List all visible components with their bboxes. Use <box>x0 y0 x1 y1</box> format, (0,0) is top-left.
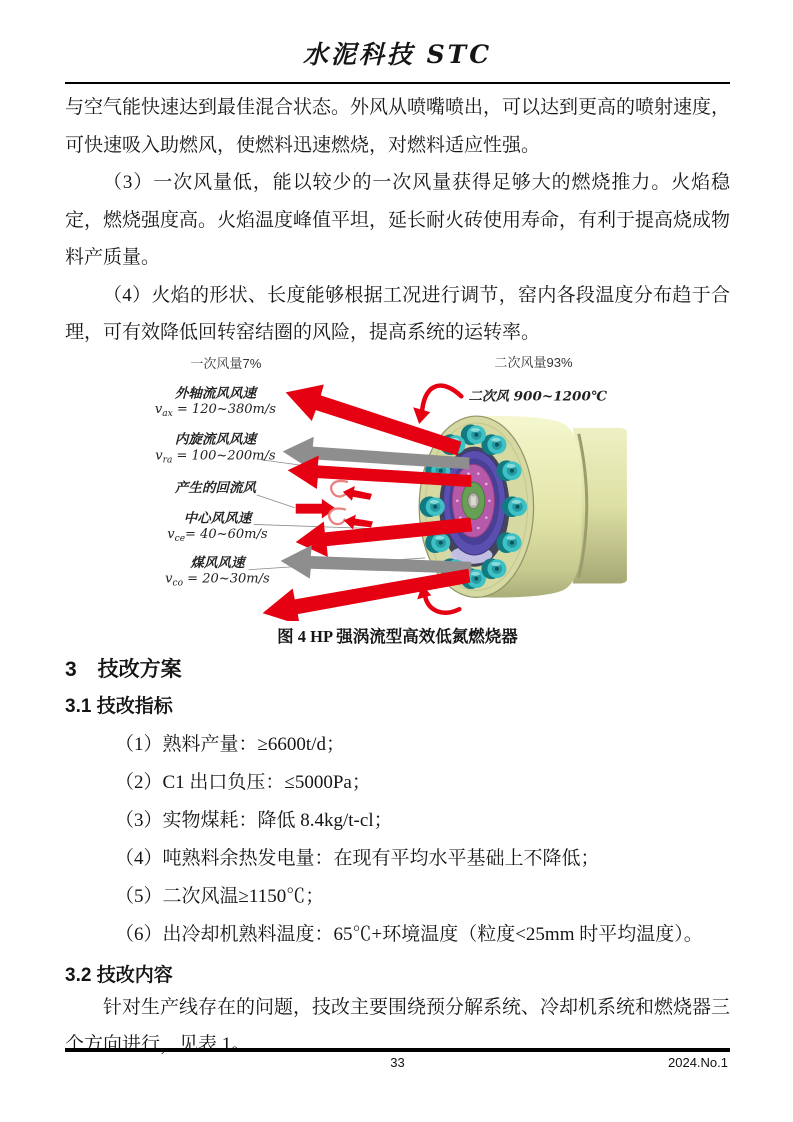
center-hub-key <box>471 496 476 505</box>
issue-label: 2024.No.1 <box>668 1055 728 1070</box>
target-item-1: （1）熟料产量：≥6600t/d； <box>115 733 345 755</box>
secondary-air-share-label: 二次风量93% <box>494 354 573 370</box>
target-list <box>65 726 730 954</box>
secondary-air-curve-top <box>422 385 461 410</box>
center-wind-label: 中心风风速 <box>183 510 252 526</box>
outer-axial-label: 外轴流风风速 <box>174 384 257 401</box>
inner-swirl-label: 内旋流风风速 <box>174 431 257 448</box>
target-item-2: （2）C1 出口负压：≤5000Pa； <box>115 771 371 793</box>
target-item-5: （5）二次风温≥1150℃； <box>115 885 325 907</box>
paragraph-3: （3）一次风量低，能以较少的一次风量获得足够大的燃烧推力。火焰稳定，燃烧强度高。火焰温度峰值平坦，延长耐火砖使用寿命，有利于提高烧成物料产质量。 <box>65 172 731 268</box>
leader-recirculation <box>257 494 295 507</box>
paragraph-4: （4）火焰的形状、长度能够根据工况进行调节，窑内各段温度分布趋于合理，可有效降低回转窑结圈的风险，提高系统的运转率。 <box>65 284 730 343</box>
header-rule <box>65 82 730 84</box>
inner-swirl-value: $v_{ra}$ = 100~200m/s <box>155 448 276 465</box>
subsection-heading-targets: 3.1 技改指标 <box>65 695 173 717</box>
coal-wind-value: $v_{co}$ = 20~30m/s <box>165 571 270 589</box>
page-footer <box>65 1048 730 1070</box>
secondary-air-temp-label: 二次风 900~1200℃ <box>468 387 608 404</box>
primary-air-share-label: 一次风量7% <box>190 355 262 371</box>
journal-title: 水泥科技 STC <box>302 40 493 69</box>
recirculation-left-arrow-bottom <box>344 514 373 529</box>
center-wind-value: $v_{ce}=$ 40~60m/s <box>167 526 268 544</box>
secondary-air-curve-bottom <box>425 596 459 612</box>
coal-wind-label: 煤风风速 <box>190 554 245 571</box>
figure-burner <box>90 353 652 626</box>
subsection-heading-content: 3.2 技改内容 <box>65 964 173 986</box>
target-item-3: （3）实物煤耗：降低 8.4kg/t-cl； <box>115 809 393 831</box>
recirculation-curl-bottom <box>329 508 346 523</box>
target-item-4: （4）吨熟料余热发电量：在现有平均水平基础上不降低； <box>115 847 600 869</box>
recirculation-label: 产生的回流风 <box>174 479 257 496</box>
paragraph-intro: 与空气能快速达到最佳混合状态。外风从喷嘴喷出，可以达到更高的喷射速度，可快速吸入助燃风，使燃料迅速燃烧，对燃料适应性强。 <box>65 97 731 156</box>
outer-axial-value: $v_{ax}$ = 120~380m/s <box>154 401 276 419</box>
page-number: 33 <box>390 1055 405 1070</box>
burner-diagram <box>90 353 652 621</box>
section-heading-plan: 3 技改方案 <box>65 657 182 681</box>
secondary-air-curve-top-head <box>413 407 430 424</box>
target-item-6: （6）出冷却机熟料温度：65℃+环境温度（粒度<25mm 时平均温度）。 <box>115 923 703 945</box>
paragraph-content: 针对生产线存在的问题，技改主要围绕预分解系统、冷却机系统和燃烧器三个方向进行，见表 1。 <box>65 996 731 1055</box>
figure-caption: 图 4 HP 强涡流型高效低氮燃烧器 <box>277 626 518 646</box>
recirculation-left-arrow-top <box>343 486 372 501</box>
